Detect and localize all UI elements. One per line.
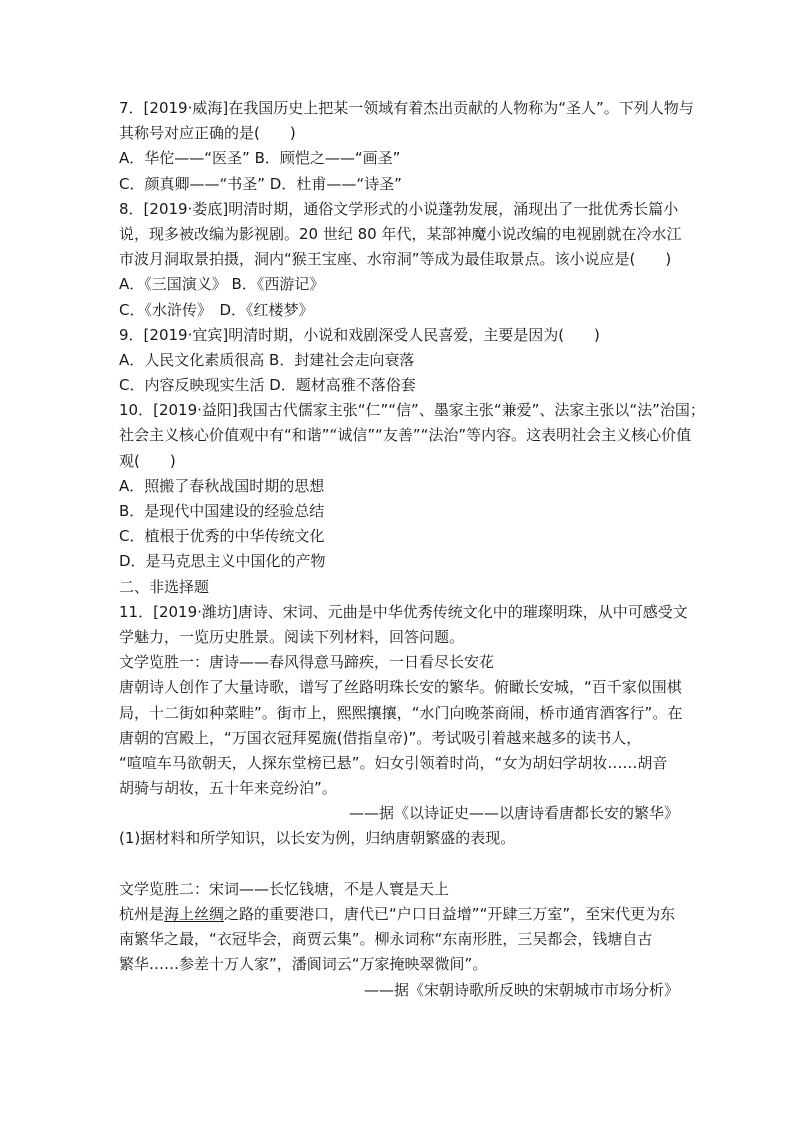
question-8 <box>119 197 682 323</box>
question-stem-line: 社会主义核心价值观中有“和谐”“诚信”“友善”“法治”等内容。这表明社会主义核心价值 <box>119 426 692 445</box>
material-line: “喧喧车马欲朝天，人探东堂榜已悬”。妇女引领着时尚，“女为胡妇学胡妆……胡音 <box>119 753 668 772</box>
underlined-text: 海上丝绸 <box>164 905 225 923</box>
question-stem-line: 11．[2019·潍坊]唐诗、宋词、元曲是中华优秀传统文化中的璀璨明珠，从中可感受文 <box>119 602 688 621</box>
question-7 <box>119 96 694 197</box>
question-stem-line: 说，现多被改编为影视剧。20 世纪 80 年代，某部神魔小说改编的电视剧就在冷水江 <box>119 224 682 243</box>
material-source: ——据《宋朝诗歌所反映的宋朝城市市场分析》 <box>363 980 679 999</box>
text-run: 杭州是 <box>119 905 165 923</box>
section-heading: 二、非选择题 <box>119 577 210 596</box>
material-line: 繁华……参差十万人家”，潘阆词云“万家掩映翠微间”。 <box>119 955 488 974</box>
answer-space <box>119 852 679 877</box>
question-stem-line: 观( ) <box>119 451 176 470</box>
question-stem-line: 其称号对应正确的是( ) <box>119 124 296 143</box>
option-line: C．《水浒传》 D．《红楼梦》 <box>119 300 314 319</box>
material-line: 唐朝诗人创作了大量诗歌，谱写了丝路明珠长安的繁华。俯瞰长安城，“百千家似围棋 <box>119 678 682 697</box>
question-9 <box>119 323 679 399</box>
material-title: 文学览胜二：宋词——长忆钱塘，不是人寰是天上 <box>119 879 450 898</box>
question-stem-line: 8．[2019·娄底]明清时期，通俗文学形式的小说蓬勃发展，涌现出了一批优秀长篇小 <box>119 199 679 218</box>
document-content <box>119 96 705 1003</box>
material-line: 南繁华之最，“衣冠毕会，商贾云集”。柳永词称“东南形胜，三吴都会，钱塘自古 <box>119 930 653 949</box>
option-line: C．内容反映现实生活 D．题材高雅不落俗套 <box>119 376 416 395</box>
question-stem-line: 7．[2019·威海]在我国历史上把某一领域有着杰出贡献的人物称为“圣人”。下列人物与 <box>119 99 694 117</box>
material-line: 局，十二街如种菜畦”。街市上，熙熙攘攘，“水门向晚茶商闹，桥市通宵酒客行”。在 <box>119 703 683 722</box>
option-line: C．植根于优秀的中华传统文化 <box>119 527 325 546</box>
material-line <box>119 902 679 927</box>
material-line: 唐朝的宫殿上，“万国衣冠拜冕旒(借指皇帝)”。考试吸引着越来越多的读书人， <box>119 728 642 747</box>
sub-question: (1)据材料和所学知识，以长安为例，归纳唐朝繁盛的表现。 <box>119 829 516 848</box>
text-run: 之路的重要港口，唐代已“户口日益增”“开肆三万室”，至宋代更为东 <box>224 905 676 923</box>
question-stem-line: 学魅力，一览历史胜景。阅读下列材料，回答问题。 <box>119 627 465 646</box>
material-line: 胡骑与胡妆，五十年来竞纷泊”。 <box>119 779 337 798</box>
question-stem-line: 市波月洞取景拍摄，洞内“猴王宝座、水帘洞”等成为最佳取景点。该小说应是( ) <box>119 250 672 269</box>
option-line: B．是现代中国建设的经验总结 <box>119 502 325 520</box>
option-line: C．颜真卿——“书圣” D．杜甫——“诗圣” <box>119 174 402 193</box>
material-source: ——据《以诗证史——以唐诗看唐都长安的繁华》 <box>348 804 679 823</box>
question-stem-line: 10．[2019·益阳]我国古代儒家主张“仁”“信”、墨家主张“兼爱”、法家主张以“法”治国； <box>119 401 705 420</box>
option-line: A．华佗——“医圣” B．顾恺之——“画圣” <box>119 149 401 168</box>
option-line: D．是马克思主义中国化的产物 <box>119 552 326 571</box>
option-line: A．照搬了春秋战国时期的思想 <box>119 476 325 495</box>
question-stem-line: 9．[2019·宜宾]明清时期，小说和戏剧深受人民喜爱，主要是因为( ) <box>119 325 600 344</box>
question-10 <box>119 398 705 574</box>
option-line: A．人民文化素质很高 B．封建社会走向衰落 <box>119 350 415 369</box>
material-title: 文学览胜一：唐诗——春风得意马蹄疾，一日看尽长安花 <box>119 653 495 672</box>
question-11 <box>119 600 688 1003</box>
option-line: A．《三国演义》 B．《西游记》 <box>119 275 325 294</box>
